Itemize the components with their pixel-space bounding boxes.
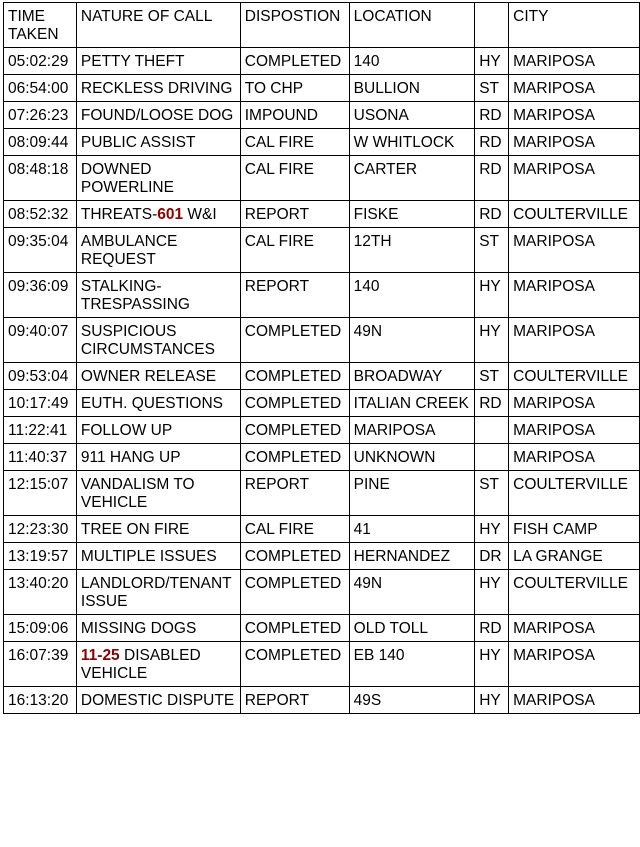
time-cell: 12:15:07 [4, 471, 77, 516]
nature-cell: FOLLOW UP [76, 417, 240, 444]
location-cell: HERNANDEZ [349, 543, 475, 570]
header-nature: NATURE OF CALL [76, 3, 240, 48]
nature-cell: SUSPICIOUS CIRCUMSTANCES [76, 318, 240, 363]
city-cell: MARIPOSA [509, 102, 640, 129]
disposition-cell: COMPLETED [240, 363, 349, 390]
city-cell: MARIPOSA [509, 129, 640, 156]
table-row [4, 156, 640, 201]
time-cell: 09:35:04 [4, 228, 77, 273]
location-cell: 49S [349, 687, 475, 714]
nature-text: W&I [183, 206, 217, 223]
disposition-cell: COMPLETED [240, 318, 349, 363]
time-cell: 06:54:00 [4, 75, 77, 102]
table-row [4, 129, 640, 156]
street-suffix-cell: RD [475, 615, 509, 642]
city-cell: COULTERVILLE [509, 201, 640, 228]
time-cell: 09:40:07 [4, 318, 77, 363]
nature-cell: VANDALISM TO VEHICLE [76, 471, 240, 516]
table-row [4, 273, 640, 318]
table-row [4, 570, 640, 615]
city-cell: MARIPOSA [509, 75, 640, 102]
table-row [4, 390, 640, 417]
nature-cell: DOWNED POWERLINE [76, 156, 240, 201]
street-suffix-cell: RD [475, 201, 509, 228]
city-cell: MARIPOSA [509, 417, 640, 444]
street-suffix-cell: DR [475, 543, 509, 570]
city-cell: MARIPOSA [509, 156, 640, 201]
table-row [4, 318, 640, 363]
header-row [4, 3, 640, 48]
city-cell: COULTERVILLE [509, 471, 640, 516]
disposition-cell: CAL FIRE [240, 516, 349, 543]
disposition-cell: COMPLETED [240, 390, 349, 417]
table-row [4, 228, 640, 273]
header-location: LOCATION [349, 3, 475, 48]
disposition-cell: REPORT [240, 471, 349, 516]
table-row [4, 102, 640, 129]
table-row [4, 687, 640, 714]
table-row [4, 444, 640, 471]
nature-cell: TREE ON FIRE [76, 516, 240, 543]
disposition-cell: COMPLETED [240, 417, 349, 444]
location-cell: 49N [349, 570, 475, 615]
table-row [4, 471, 640, 516]
nature-cell: AMBULANCE REQUEST [76, 228, 240, 273]
time-cell: 09:53:04 [4, 363, 77, 390]
city-cell: MARIPOSA [509, 273, 640, 318]
nature-cell: LANDLORD/TENANT ISSUE [76, 570, 240, 615]
nature-cell: MULTIPLE ISSUES [76, 543, 240, 570]
disposition-cell: COMPLETED [240, 543, 349, 570]
location-cell: OLD TOLL [349, 615, 475, 642]
street-suffix-cell: HY [475, 642, 509, 687]
city-cell: MARIPOSA [509, 390, 640, 417]
nature-cell: OWNER RELEASE [76, 363, 240, 390]
location-cell: 140 [349, 48, 475, 75]
street-suffix-cell: ST [475, 471, 509, 516]
disposition-cell: REPORT [240, 687, 349, 714]
disposition-cell: IMPOUND [240, 102, 349, 129]
time-cell: 08:09:44 [4, 129, 77, 156]
street-suffix-cell: RD [475, 390, 509, 417]
street-suffix-cell [475, 444, 509, 471]
time-cell: 08:48:18 [4, 156, 77, 201]
table-row [4, 363, 640, 390]
location-cell: 49N [349, 318, 475, 363]
city-cell: MARIPOSA [509, 48, 640, 75]
nature-cell [76, 201, 240, 228]
time-cell: 12:23:30 [4, 516, 77, 543]
city-cell: MARIPOSA [509, 615, 640, 642]
table-row [4, 75, 640, 102]
nature-cell: RECKLESS DRIVING [76, 75, 240, 102]
header-time: TIME TAKEN [4, 3, 77, 48]
street-suffix-cell: ST [475, 75, 509, 102]
time-cell: 11:40:37 [4, 444, 77, 471]
time-cell: 15:09:06 [4, 615, 77, 642]
street-suffix-cell: HY [475, 318, 509, 363]
location-cell: BROADWAY [349, 363, 475, 390]
street-suffix-cell: HY [475, 687, 509, 714]
table-row [4, 417, 640, 444]
time-cell: 13:19:57 [4, 543, 77, 570]
location-cell: 140 [349, 273, 475, 318]
nature-cell: STALKING-TRESPASSING [76, 273, 240, 318]
location-cell: ITALIAN CREEK [349, 390, 475, 417]
header-suffix [475, 3, 509, 48]
table-row [4, 642, 640, 687]
time-cell: 11:22:41 [4, 417, 77, 444]
location-cell: W WHITLOCK [349, 129, 475, 156]
location-cell: 41 [349, 516, 475, 543]
nature-cell: MISSING DOGS [76, 615, 240, 642]
location-cell: UNKNOWN [349, 444, 475, 471]
call-log-table [3, 2, 640, 714]
code-number: 11-25 [80, 647, 120, 664]
nature-cell: 911 HANG UP [76, 444, 240, 471]
location-cell: CARTER [349, 156, 475, 201]
time-cell: 10:17:49 [4, 390, 77, 417]
city-cell: MARIPOSA [509, 642, 640, 687]
street-suffix-cell: HY [475, 570, 509, 615]
location-cell: USONA [349, 102, 475, 129]
time-cell: 16:07:39 [4, 642, 77, 687]
location-cell: MARIPOSA [349, 417, 475, 444]
time-cell: 05:02:29 [4, 48, 77, 75]
street-suffix-cell: HY [475, 273, 509, 318]
city-cell: COULTERVILLE [509, 363, 640, 390]
street-suffix-cell: RD [475, 102, 509, 129]
time-cell: 07:26:23 [4, 102, 77, 129]
city-cell: LA GRANGE [509, 543, 640, 570]
table-row [4, 615, 640, 642]
table-row [4, 543, 640, 570]
table-row [4, 516, 640, 543]
nature-cell: EUTH. QUESTIONS [76, 390, 240, 417]
header-city: CITY [509, 3, 640, 48]
code-number: 601 [157, 206, 184, 223]
street-suffix-cell [475, 417, 509, 444]
header-disposition: DISPOSTION [240, 3, 349, 48]
street-suffix-cell: HY [475, 48, 509, 75]
time-cell: 16:13:20 [4, 687, 77, 714]
nature-text: THREATS- [80, 206, 158, 223]
disposition-cell: REPORT [240, 201, 349, 228]
street-suffix-cell: ST [475, 228, 509, 273]
city-cell: MARIPOSA [509, 228, 640, 273]
table-row [4, 48, 640, 75]
disposition-cell: COMPLETED [240, 48, 349, 75]
nature-cell: DOMESTIC DISPUTE [76, 687, 240, 714]
disposition-cell: COMPLETED [240, 615, 349, 642]
street-suffix-cell: RD [475, 156, 509, 201]
location-cell: 12TH [349, 228, 475, 273]
location-cell: FISKE [349, 201, 475, 228]
street-suffix-cell: ST [475, 363, 509, 390]
location-cell: PINE [349, 471, 475, 516]
table-row [4, 201, 640, 228]
nature-cell: FOUND/LOOSE DOG [76, 102, 240, 129]
time-cell: 09:36:09 [4, 273, 77, 318]
disposition-cell: COMPLETED [240, 642, 349, 687]
city-cell: MARIPOSA [509, 318, 640, 363]
street-suffix-cell: HY [475, 516, 509, 543]
table-body [4, 48, 640, 714]
disposition-cell: REPORT [240, 273, 349, 318]
disposition-cell: CAL FIRE [240, 156, 349, 201]
street-suffix-cell: RD [475, 129, 509, 156]
nature-text: DISABLED VEHICLE [80, 647, 201, 682]
disposition-cell: COMPLETED [240, 570, 349, 615]
nature-cell [76, 642, 240, 687]
city-cell: COULTERVILLE [509, 570, 640, 615]
disposition-cell: CAL FIRE [240, 228, 349, 273]
disposition-cell: COMPLETED [240, 444, 349, 471]
location-cell: BULLION [349, 75, 475, 102]
time-cell: 08:52:32 [4, 201, 77, 228]
nature-cell: PETTY THEFT [76, 48, 240, 75]
disposition-cell: CAL FIRE [240, 129, 349, 156]
city-cell: FISH CAMP [509, 516, 640, 543]
disposition-cell: TO CHP [240, 75, 349, 102]
city-cell: MARIPOSA [509, 444, 640, 471]
time-cell: 13:40:20 [4, 570, 77, 615]
nature-cell: PUBLIC ASSIST [76, 129, 240, 156]
location-cell: EB 140 [349, 642, 475, 687]
city-cell: MARIPOSA [509, 687, 640, 714]
